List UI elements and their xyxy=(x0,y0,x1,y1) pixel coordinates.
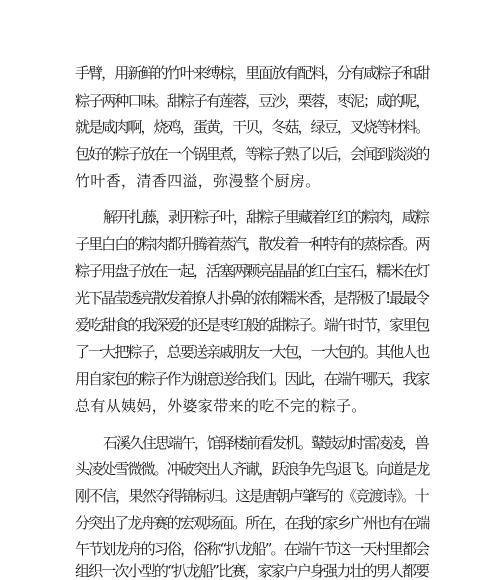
text-line: 竹叶香，清香四溢，弥漫整个厨房。 xyxy=(75,172,321,190)
text-line: 爱吃甜食的我深爱的还是枣红般的甜粽子。端午时节，家里包 xyxy=(75,316,429,334)
text-line: 手臂，用新鲜的竹叶来缚棕，里面放有配料，分有咸粽子和甜 xyxy=(75,64,429,82)
text-line: 粽子两种口味。甜粽子有莲蓉，豆沙，栗蓉，枣泥；咸的呢， xyxy=(75,92,429,110)
text-line: 总有从姨妈，外婆家带来的吃不完的粽子。 xyxy=(75,397,367,415)
text-line: 用自家包的粽子作为谢意送给我们。因此，在端午哪天，我家 xyxy=(75,370,429,388)
text-line: 石溪久住思端午，馆驿楼前看发机。鼙鼓动时雷凌凌，兽 xyxy=(103,434,428,452)
text-line: 包好的粽子放在一个锅里煮，等粽子熟了以后，会闻到淡淡的 xyxy=(75,145,429,163)
text-line: 分突出了龙舟赛的宏观场面。所在，在我的家乡广州也有在端 xyxy=(75,514,429,532)
text-line: 就是咸肉啊，烧鸡，蛋黄，干贝，冬菇，绿豆，叉烧等材料。 xyxy=(75,118,429,136)
text-line: 组织一次小型的“扒龙船”比赛，家家户户身强力壮的男人都要 xyxy=(75,562,429,580)
text-line: 解开扎藤，剥开粽子叶，甜粽子里藏着红红的粽肉，咸粽 xyxy=(103,208,428,226)
text-line: 刚不信，果然夺得锦标归。这是唐朝卢肇写的《竞渡诗》。十 xyxy=(75,487,428,505)
text-line: 粽子用盘子放在一起，活塞两颗亮晶晶的红白宝石，糯米在灯 xyxy=(75,262,429,280)
text-line: 子里白白的粽肉都升腾着蒸汽，散发着一种特有的蒸棕香。两 xyxy=(75,235,429,253)
text-line: 光下晶莹透亮散发着撩人扑鼻的浓郁糯米香，是帮极了!最最令 xyxy=(75,289,428,307)
text-line: 了一大把粽子，总要送亲戚朋友一大包，一大包的。其他人也 xyxy=(75,343,429,361)
text-line: 午节划龙舟的习俗，俗称“扒龙船”。在端午节这一天村里都会 xyxy=(75,540,429,558)
text-line: 头凌处雪微微。冲破突出人齐谳，跃浪争先鸟退飞。向道是龙 xyxy=(75,460,429,478)
